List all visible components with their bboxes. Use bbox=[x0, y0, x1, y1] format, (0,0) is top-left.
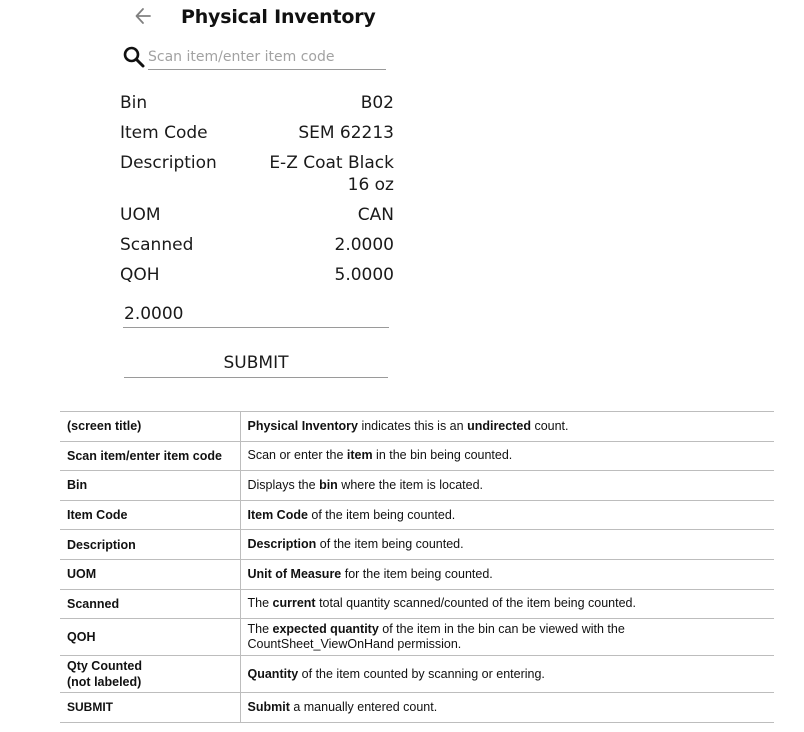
desc-emphasis: undirected bbox=[467, 418, 531, 433]
table-desc bbox=[240, 412, 774, 442]
desc-text: The bbox=[247, 622, 273, 637]
description-row bbox=[120, 152, 394, 198]
description-value-line2: 16 oz bbox=[347, 175, 394, 195]
table-row bbox=[60, 656, 774, 693]
description-value bbox=[269, 152, 394, 196]
desc-text: a manually entered count. bbox=[289, 699, 438, 714]
table-term: Item Code bbox=[60, 500, 240, 530]
uom-label: UOM bbox=[120, 205, 161, 225]
table-row bbox=[60, 441, 774, 471]
desc-emphasis: Item Code bbox=[247, 507, 308, 522]
table-desc bbox=[240, 619, 774, 656]
bin-value: B02 bbox=[360, 93, 394, 113]
table-desc bbox=[240, 656, 774, 693]
table-term bbox=[60, 656, 240, 693]
search-icon[interactable] bbox=[122, 45, 146, 69]
table-row bbox=[60, 589, 774, 619]
qoh-label: QOH bbox=[120, 265, 160, 285]
table-row bbox=[60, 471, 774, 501]
description-label: Description bbox=[120, 153, 217, 173]
table-row bbox=[60, 693, 774, 723]
table-desc bbox=[240, 500, 774, 530]
field-reference-table bbox=[60, 411, 774, 723]
desc-text: total quantity scanned/counted of the item being counted. bbox=[315, 596, 636, 611]
desc-text: of the item in the bin can be viewed with the bbox=[378, 622, 625, 637]
desc-text: The bbox=[247, 596, 273, 611]
desc-text: count. bbox=[530, 418, 569, 433]
desc-emphasis: Physical Inventory bbox=[247, 418, 358, 433]
table-row bbox=[60, 559, 774, 589]
desc-emphasis: bin bbox=[319, 477, 338, 492]
desc-text: CountSheet_ViewOnHand permission. bbox=[247, 637, 462, 652]
uom-value: CAN bbox=[357, 205, 394, 225]
page-title: Physical Inventory bbox=[181, 6, 376, 28]
desc-text: indicates this is an bbox=[357, 418, 468, 433]
scanned-value: 2.0000 bbox=[334, 235, 394, 255]
qty-counted-input[interactable] bbox=[123, 302, 389, 328]
scanned-label: Scanned bbox=[120, 235, 194, 255]
table-desc bbox=[240, 589, 774, 619]
table-term-line2: (not labeled) bbox=[67, 675, 142, 690]
table-term: QOH bbox=[60, 619, 240, 656]
desc-emphasis: expected quantity bbox=[272, 622, 379, 637]
table-row bbox=[60, 412, 774, 442]
desc-emphasis: Unit of Measure bbox=[247, 566, 342, 581]
table-term: Scan item/enter item code bbox=[60, 441, 240, 471]
arrow-left-icon-glyph bbox=[134, 4, 152, 28]
submit-button[interactable]: SUBMIT bbox=[124, 348, 388, 378]
table-row bbox=[60, 530, 774, 560]
table-desc bbox=[240, 559, 774, 589]
table-term-line1: Qty Counted bbox=[67, 659, 142, 674]
item-code-label: Item Code bbox=[120, 123, 208, 143]
desc-text: of the item being counted. bbox=[307, 507, 456, 522]
description-value-line1: E-Z Coat Black bbox=[269, 153, 394, 173]
desc-text: Scan or enter the bbox=[247, 448, 347, 463]
desc-text: where the item is located. bbox=[337, 477, 484, 492]
desc-emphasis: Quantity bbox=[247, 666, 299, 681]
table-desc bbox=[240, 471, 774, 501]
table-term: Description bbox=[60, 530, 240, 560]
bin-label: Bin bbox=[120, 93, 148, 113]
desc-emphasis: item bbox=[346, 448, 373, 463]
desc-text: for the item being counted. bbox=[341, 566, 493, 581]
item-code-value: SEM 62213 bbox=[298, 123, 394, 143]
table-term: (screen title) bbox=[60, 412, 240, 442]
table-term: UOM bbox=[60, 559, 240, 589]
table-term: SUBMIT bbox=[60, 693, 240, 723]
desc-text: of the item being counted. bbox=[316, 537, 464, 552]
table-desc bbox=[240, 693, 774, 723]
table-row bbox=[60, 619, 774, 656]
table-term: Scanned bbox=[60, 589, 240, 619]
desc-text: of the item counted by scanning or entering. bbox=[298, 666, 545, 681]
desc-text: in the bin being counted. bbox=[372, 448, 513, 463]
desc-emphasis: current bbox=[272, 596, 316, 611]
table-desc bbox=[240, 530, 774, 560]
table-term: Bin bbox=[60, 471, 240, 501]
table-row bbox=[60, 500, 774, 530]
arrow-left-icon[interactable] bbox=[134, 4, 156, 28]
table-desc bbox=[240, 441, 774, 471]
desc-emphasis: Submit bbox=[247, 699, 290, 714]
qoh-value: 5.0000 bbox=[334, 265, 394, 285]
search-input[interactable] bbox=[148, 44, 386, 70]
desc-text: Displays the bbox=[247, 477, 320, 492]
desc-emphasis: Description bbox=[247, 537, 317, 552]
